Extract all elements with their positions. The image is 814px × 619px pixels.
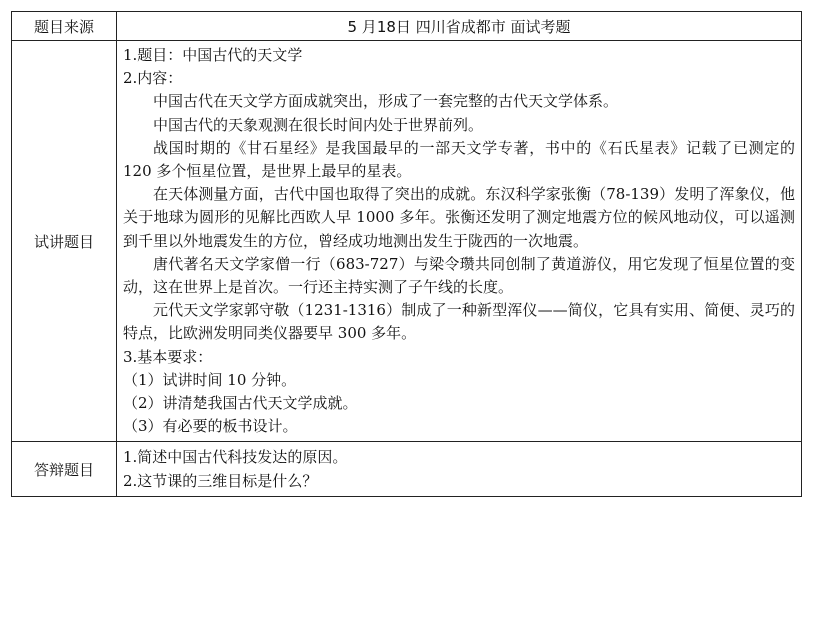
content-paragraph: 唐代著名天文学家僧一行（683-727）与梁令瓒共同创制了黄道游仪，用它发现了恒星位置的变动，这在世界上是首次。一行还主持实测了子午线的长度。	[123, 254, 795, 296]
content-paragraph: 在天体测量方面，古代中国也取得了突出的成就。东汉科学家张衡（78-139）发明了浑象仪，他关于地球为圆形的见解比西欧人早 1000 多年。张衡还发明了测定地震方位的候风地动仪，可以遥测到千里以外地震发生的方位，曾经成功地测出发生于陇西的一次地震。	[123, 185, 795, 250]
lecture-title: 1.题目：中国古代的天文学	[123, 46, 303, 64]
requirement-item: （3）有必要的板书设计。	[123, 417, 298, 436]
requirement-item: （2）讲清楚我国古代天文学成就。	[123, 393, 358, 412]
exam-table	[11, 11, 802, 497]
date-month-char: 月	[361, 17, 377, 36]
defense-question: 2.这节课的三维目标是什么？	[123, 472, 318, 491]
defense-content-cell	[117, 442, 802, 497]
content-paragraph: 元代天文学家郭守敬（1231-1316）制成了一种新型浑仪——简仪，它具有实用、简便、灵巧的特点，比欧洲发明同类仪器要早 300 多年。	[123, 301, 795, 343]
content-heading: 2.内容：	[123, 69, 183, 88]
defense-question: 1.简述中国古代科技发达的原因。	[123, 448, 348, 467]
source-label: 题目来源	[12, 12, 117, 41]
source-title	[117, 12, 802, 41]
exam-topic: 面试考题	[510, 17, 571, 36]
defense-row	[12, 442, 802, 497]
date-day-char: 日	[395, 17, 411, 36]
lecture-label: 试讲题目	[12, 41, 117, 442]
exam-place: 四川省成都市	[415, 17, 506, 36]
lecture-row	[12, 41, 802, 442]
content-paragraph: 中国古代在天文学方面成就突出，形成了一套完整的古代天文学体系。	[153, 92, 619, 111]
source-row	[12, 12, 802, 41]
requirement-item: （1）试讲时间 10 分钟。	[123, 370, 297, 389]
content-paragraph: 战国时期的《甘石星经》是我国最早的一部天文学专著，书中的《石氏星表》记载了已测定的 120 多个恒星位置，是世界上最早的星表。	[123, 138, 795, 180]
date-day-number: 18	[376, 17, 396, 36]
defense-content	[117, 442, 801, 496]
date-month-number: 5	[347, 17, 358, 36]
defense-label: 答辩题目	[12, 442, 117, 497]
lecture-content	[117, 41, 801, 441]
content-paragraph: 中国古代的天象观测在很长时间内处于世界前列。	[153, 115, 484, 134]
lecture-content-cell	[117, 41, 802, 442]
requirements-heading: 3.基本要求：	[123, 347, 213, 366]
